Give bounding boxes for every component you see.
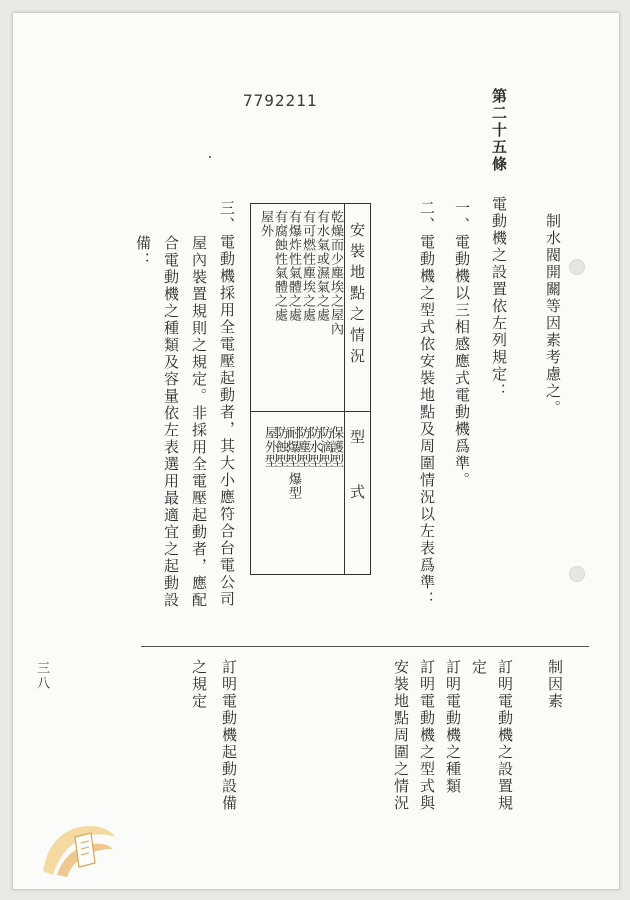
motor-type-table (250, 203, 371, 575)
table-type: 防水型 (306, 426, 321, 468)
paragraph-intro: 電動機之設置依左列規定： (490, 196, 508, 400)
table-type: 耐爆型 (284, 426, 299, 468)
table-header-location: 安裝地點之情況 (348, 222, 366, 369)
margin-note: 訂明電動機起動設備 (220, 659, 238, 812)
punch-hole-top (569, 259, 585, 275)
table-type: 屋外型 (262, 426, 277, 468)
table-type: 防蝕型 (273, 426, 288, 468)
item-3-line: 三、電動機採用全電壓起動者，其大小應符合台電公司 (218, 200, 236, 608)
stamp-number: 7792211 (243, 91, 318, 110)
item-3-line: 合電動機之種類及容量依左表選用最適宜之起動設 (162, 235, 180, 609)
margin-note: 訂明電動機之設置規 (496, 659, 514, 812)
page-number: 三八 (34, 661, 49, 691)
table-type: 防塵型 (295, 426, 310, 468)
margin-note: 定 (470, 659, 488, 676)
table-condition: 乾燥而少塵埃之屋內 (328, 210, 343, 336)
margin-note: 訂明電動機之種類 (444, 659, 462, 795)
ink-dot (209, 156, 211, 158)
section-divider (141, 646, 589, 647)
article-title: 第二十五條 (490, 88, 508, 173)
table-type: 防滴型 (317, 426, 332, 468)
margin-note: 之規定 (190, 659, 208, 710)
margin-note: 制因素 (546, 659, 564, 710)
table-condition: 有水氣或濕氣之處 (314, 210, 329, 322)
margin-note: 安裝地點周圍之情況 (392, 659, 410, 812)
document-page (12, 12, 620, 890)
table-column-divider (344, 204, 345, 574)
table-row-divider (251, 411, 370, 412)
table-condition: 有爆炸性氣體之處 (286, 210, 301, 322)
table-header-type: 型式 (348, 429, 366, 539)
margin-note: 訂明電動機之型式與 (418, 659, 436, 812)
item-3-line: 屋內裝置規則之規定。非採用全電壓起動者，應配 (190, 235, 208, 609)
table-condition: 屋外 (258, 210, 273, 238)
table-type-extra: 爆型 (286, 472, 301, 500)
archive-watermark-logo (35, 813, 123, 883)
table-condition: 有腐蝕性氣體之處 (272, 210, 287, 322)
item-2: 二、電動機之型式依安裝地點及周圍情況以左表爲準： (418, 200, 436, 608)
item-3-line: 備： (134, 235, 152, 269)
previous-paragraph-line: 制水閥開關等因素考慮之。 (544, 213, 562, 417)
table-type: 保護型 (328, 426, 343, 468)
table-condition: 有可燃性塵埃之處 (300, 210, 315, 322)
item-1: 一、電動機以三相感應式電動機爲準。 (453, 200, 471, 489)
punch-hole-bottom (569, 566, 585, 582)
